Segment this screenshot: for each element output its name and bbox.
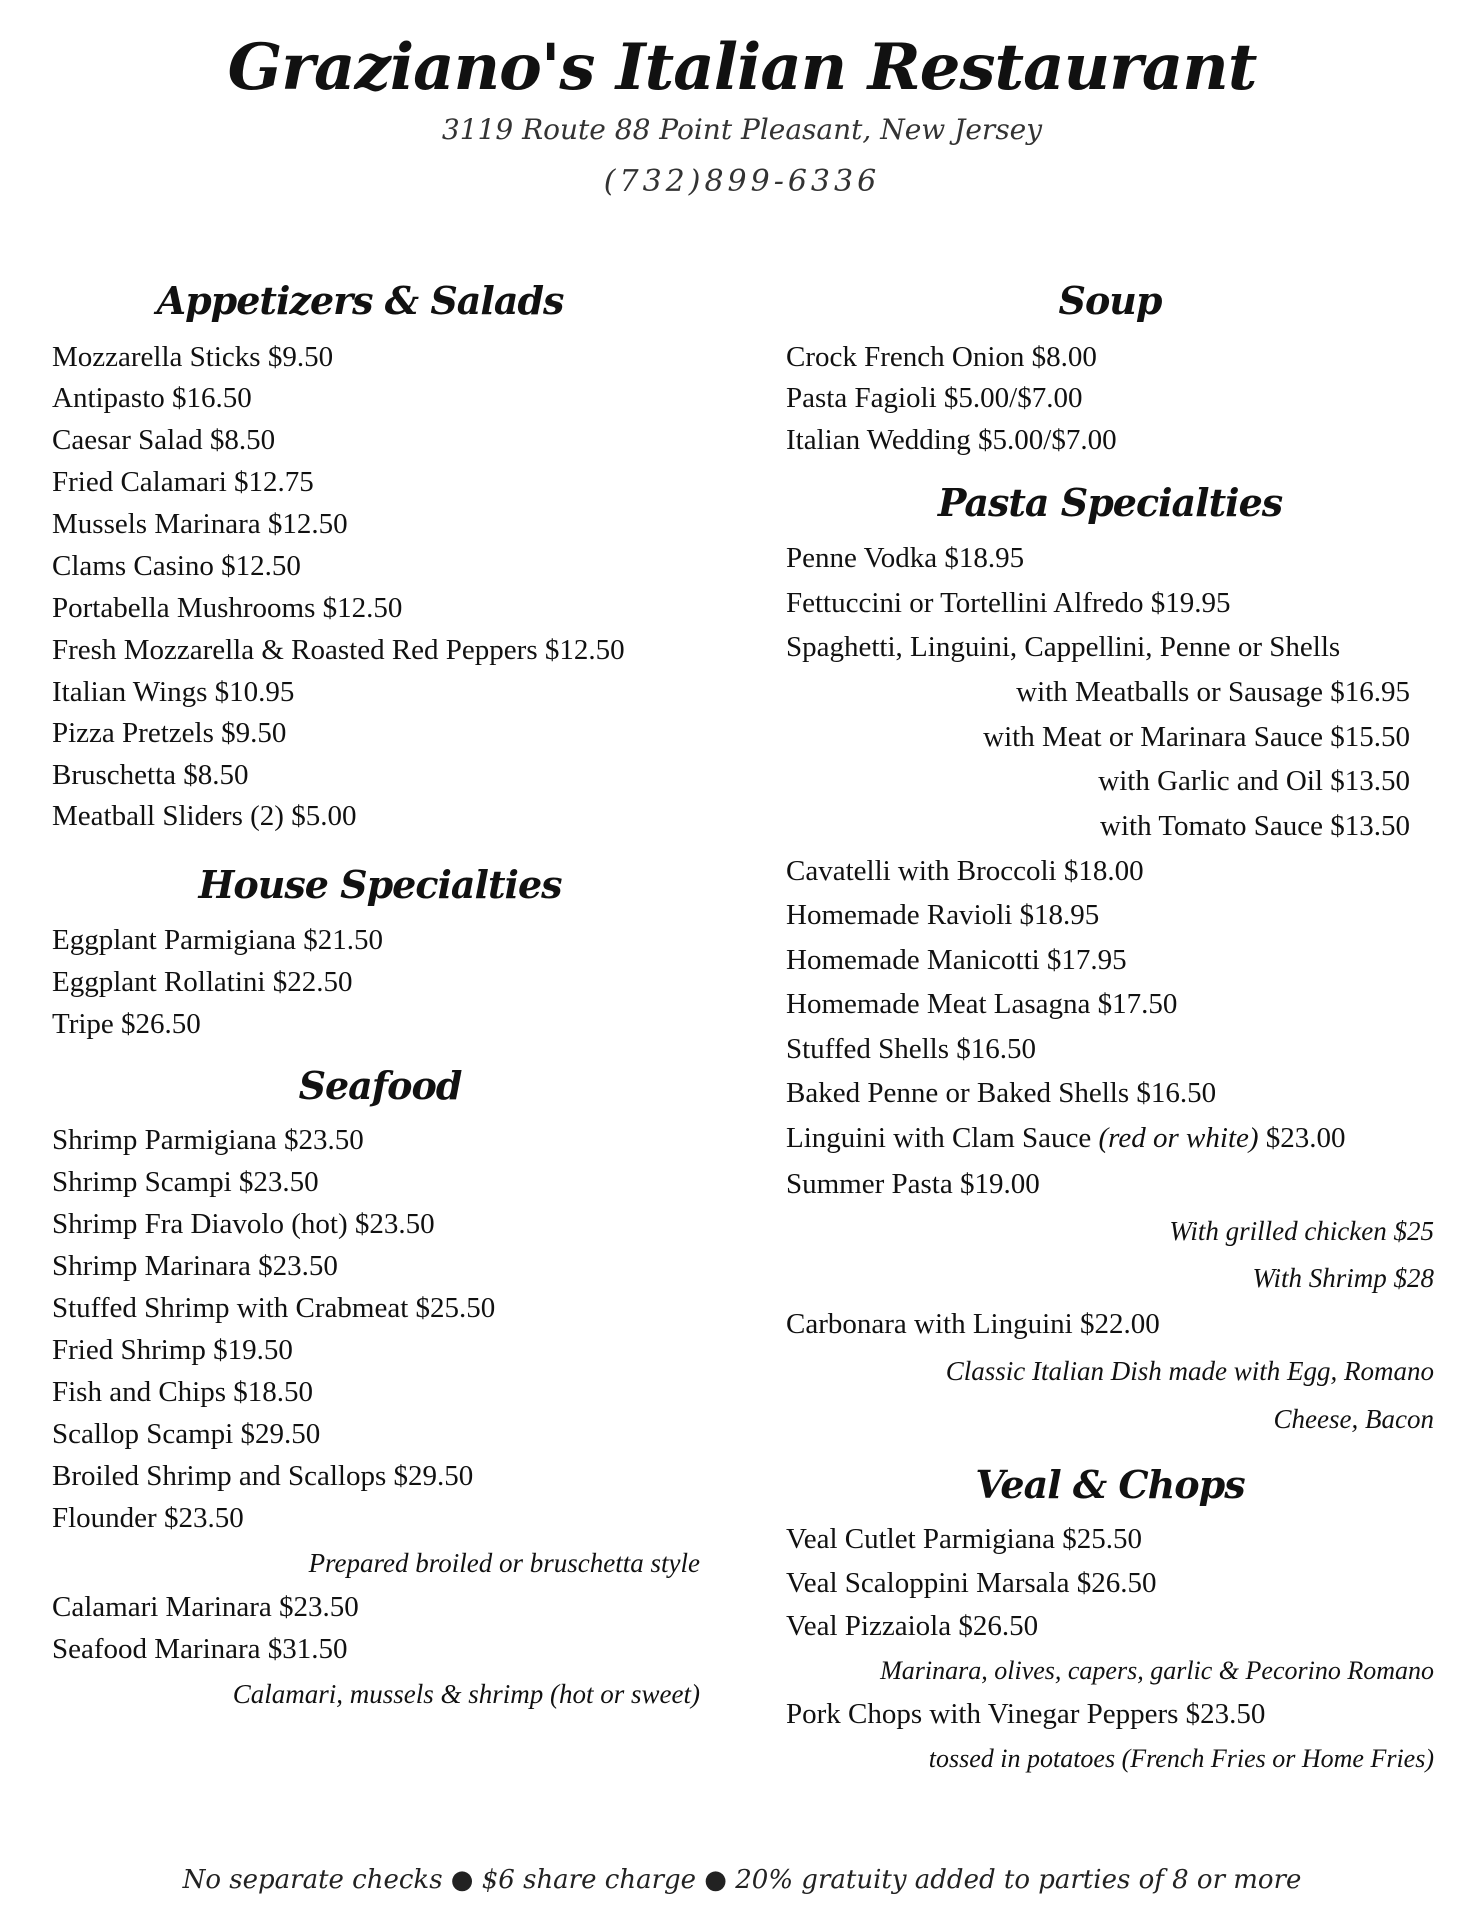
menu-item: with Meat or Marinara Sauce $15.50 [983,721,1410,753]
menu-item: Shrimp Marinara $23.50 [52,1250,338,1282]
menu-item-name: Linguini with Clam Sauce [786,1122,1092,1154]
heading-seafood: Seafood [298,1063,462,1108]
menu-item: Shrimp Scampi $23.50 [52,1166,319,1198]
menu-item: with Tomato Sauce $13.50 [1100,810,1410,842]
menu-item: Pasta Fagioli $5.00/$7.00 [786,382,1083,414]
menu-note: tossed in potatoes (French Fries or Home Fries) [928,1744,1434,1773]
menu-item: Mozzarella Sticks $9.50 [52,341,334,373]
menu-item: Bruschetta $8.50 [52,759,249,791]
heading-house-specialties: House Specialties [198,862,562,907]
menu-item: Cavatelli with Broccoli $18.00 [786,855,1144,887]
menu-item: Baked Penne or Baked Shells $16.50 [786,1077,1217,1109]
menu-item: Italian Wings $10.95 [52,676,295,708]
menu-item: Crock French Onion $8.00 [786,341,1097,373]
heading-soup: Soup [1058,278,1162,323]
menu-item [786,1121,1346,1155]
menu-item: Stuffed Shrimp with Crabmeat $25.50 [52,1292,496,1324]
menu-note: With grilled chicken $25 [1169,1216,1434,1246]
restaurant-title: Graziano's Italian Restaurant [227,30,1257,105]
menu-item: Broiled Shrimp and Scallops $29.50 [52,1460,474,1492]
heading-appetizers: Appetizers & Salads [156,278,564,323]
menu-item: Clams Casino $12.50 [52,550,301,582]
menu-item: Meatball Sliders (2) $5.00 [52,800,357,832]
menu-item: Eggplant Rollatini $22.50 [52,966,353,998]
menu-item: Stuffed Shells $16.50 [786,1033,1036,1065]
menu-note: Marinara, olives, capers, garlic & Pecorino Romano [880,1656,1434,1685]
menu-item: Summer Pasta $19.00 [786,1168,1040,1200]
menu-item: Italian Wedding $5.00/$7.00 [786,424,1117,456]
menu-item: Shrimp Parmigiana $23.50 [52,1124,364,1156]
menu-item: Antipasto $16.50 [52,382,252,414]
menu-note: Prepared broiled or bruschetta style [308,1548,700,1578]
menu-item: Fettuccini or Tortellini Alfredo $19.95 [786,587,1231,619]
menu-item: Calamari Marinara $23.50 [52,1591,359,1623]
menu-item: Seafood Marinara $31.50 [52,1633,348,1665]
menu-item: Homemade Ravioli $18.95 [786,899,1100,931]
menu-item: Spaghetti, Linguini, Cappellini, Penne or Shells [786,631,1341,663]
menu-item: Carbonara with Linguini $22.00 [786,1308,1160,1340]
heading-veal-chops: Veal & Chops [975,1462,1245,1507]
menu-item: with Garlic and Oil $13.50 [1098,765,1410,797]
menu-item: Penne Vodka $18.95 [786,542,1025,574]
menu-item: with Meatballs or Sausage $16.95 [1016,676,1410,708]
restaurant-address: 3119 Route 88 Point Pleasant, New Jersey [441,113,1043,146]
menu-item-note: (red or white) [1098,1122,1259,1154]
menu-item: Shrimp Fra Diavolo (hot) $23.50 [52,1208,435,1240]
menu-item: Flounder $23.50 [52,1502,244,1534]
menu-note: With Shrimp $28 [1252,1263,1434,1293]
heading-pasta-specialties: Pasta Specialties [937,480,1283,525]
menu-item: Scallop Scampi $29.50 [52,1418,321,1450]
menu-note: Classic Italian Dish made with Egg, Romano [945,1356,1434,1386]
menu-item: Pizza Pretzels $9.50 [52,717,287,749]
menu-item: Veal Cutlet Parmigiana $25.50 [786,1523,1142,1555]
menu-note: Calamari, mussels & shrimp (hot or sweet) [232,1679,700,1709]
menu-item: Fried Shrimp $19.50 [52,1334,293,1366]
menu-item: Portabella Mushrooms $12.50 [52,592,403,624]
menu-item: Eggplant Parmigiana $21.50 [52,924,384,956]
menu-item-price: $23.00 [1265,1122,1346,1154]
menu-item: Mussels Marinara $12.50 [52,508,348,540]
menu-item: Homemade Meat Lasagna $17.50 [786,988,1178,1020]
menu-note: Cheese, Bacon [1273,1404,1434,1434]
restaurant-phone: (732)899-6336 [603,164,881,199]
menu-item: Tripe $26.50 [52,1008,201,1040]
menu-item: Caesar Salad $8.50 [52,424,276,456]
menu-item: Homemade Manicotti $17.95 [786,944,1127,976]
menu-item: Veal Pizzaiola $26.50 [786,1610,1039,1642]
menu-item: Fish and Chips $18.50 [52,1376,314,1408]
menu-item: Veal Scaloppini Marsala $26.50 [786,1567,1157,1599]
footer-policy: No separate checks ● $6 share charge ● 20% gratuity added to parties of 8 or more [182,1865,1302,1895]
menu-item: Fresh Mozzarella & Roasted Red Peppers $12.50 [52,634,625,666]
menu-item: Fried Calamari $12.75 [52,466,314,498]
menu-item: Pork Chops with Vinegar Peppers $23.50 [786,1698,1266,1730]
